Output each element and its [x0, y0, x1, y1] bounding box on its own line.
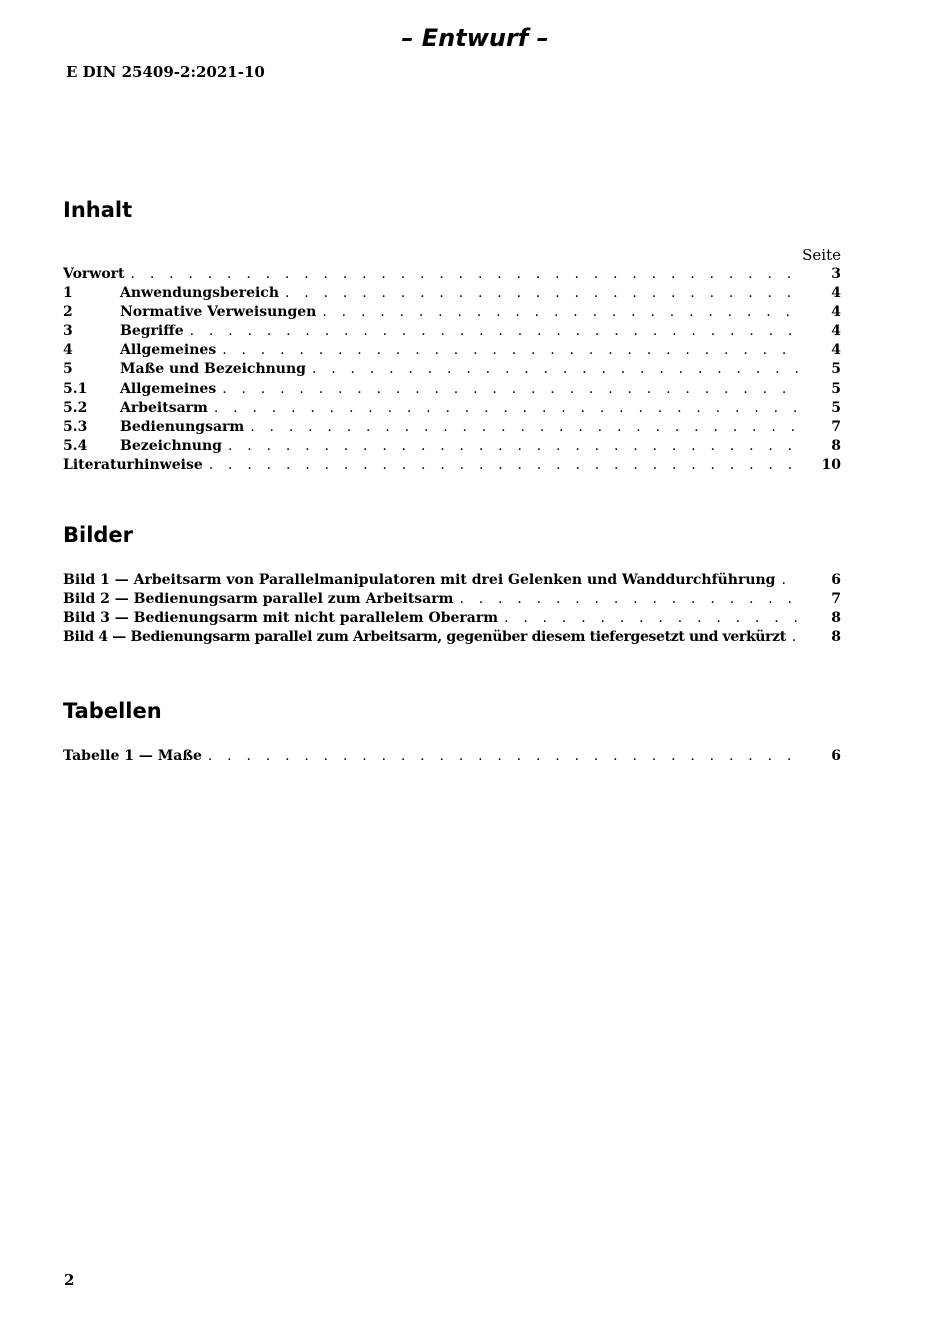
toc-entry-title: Allgemeines — [120, 342, 217, 359]
leader-dots — [250, 418, 801, 437]
leader-dots — [131, 265, 801, 284]
leader-dots — [781, 571, 801, 590]
toc-entry-page: 8 — [831, 437, 841, 454]
figures-heading: Bilder — [63, 523, 134, 547]
leader-dots — [459, 590, 801, 609]
figure-entry-page: 7 — [831, 591, 841, 608]
toc-entry-title: Bedienungsarm — [120, 418, 245, 435]
figure-entry-title: Bild 1 — Arbeitsarm von Parallelmanipulatoren mit drei Gelenken und Wanddurchführung — [63, 572, 776, 588]
figures-list — [63, 571, 841, 647]
toc-entry-page: 5 — [831, 399, 841, 416]
toc-entry-number: 5.1 — [63, 380, 88, 397]
leader-dots — [285, 284, 801, 303]
page-column-label: Seite — [802, 246, 841, 264]
toc-entry-number: 1 — [63, 285, 73, 302]
tables-heading: Tabellen — [63, 699, 162, 723]
toc-entry-title: Normative Verweisungen — [120, 304, 317, 321]
toc-entry-title: Anwendungsbereich — [120, 285, 279, 302]
figure-entry-title: Bild 3 — Bedienungsarm mit nicht parallelem Oberarm — [63, 610, 499, 627]
toc-entry-page: 10 — [821, 456, 841, 473]
toc-entry-page: 4 — [831, 342, 841, 359]
toc-entry-number: 5.3 — [63, 418, 88, 435]
toc-entry-number: 5.2 — [63, 399, 88, 416]
toc-entry-title: Allgemeines — [120, 380, 217, 397]
toc-entry-title: Literaturhinweise — [63, 456, 203, 473]
toc-entry-page: 7 — [831, 418, 841, 435]
toc-entry-number: 5.4 — [63, 437, 88, 454]
leader-dots — [504, 609, 801, 628]
leader-dots — [209, 456, 801, 475]
table-entry-title: Tabelle 1 — Maße — [63, 748, 202, 764]
toc-entry-title: Vorwort — [63, 266, 125, 282]
toc-entry[interactable] — [63, 322, 841, 341]
toc-entry-page: 5 — [831, 380, 841, 397]
leader-dots — [228, 437, 801, 456]
toc-entry-number: 4 — [63, 342, 73, 359]
figure-entry-page: 8 — [831, 610, 841, 627]
toc-entry-page: 4 — [831, 323, 841, 340]
leader-dots — [208, 747, 801, 766]
toc-entry-title: Bezeichnung — [120, 437, 222, 454]
table-entry[interactable] — [63, 747, 841, 766]
toc-entry-number: 3 — [63, 323, 73, 340]
contents-list — [63, 246, 841, 475]
leader-dots — [322, 303, 801, 322]
leader-dots — [792, 628, 801, 647]
toc-entry[interactable] — [63, 418, 841, 437]
toc-entry[interactable] — [63, 399, 841, 418]
toc-entry-number: 5 — [63, 361, 73, 378]
toc-entry[interactable] — [63, 380, 841, 399]
document-id: E DIN 25409-2:2021-10 — [66, 63, 265, 81]
figure-entry-title: Bild 2 — Bedienungsarm parallel zum Arbeitsarm — [63, 591, 454, 608]
contents-heading: Inhalt — [63, 198, 133, 222]
toc-entry[interactable] — [63, 284, 841, 303]
toc-entry-title: Begriffe — [120, 323, 184, 340]
toc-entry-page: 4 — [831, 304, 841, 321]
toc-entry[interactable] — [63, 437, 841, 456]
leader-dots — [222, 380, 801, 399]
toc-entry-title: Maße und Bezeichnung — [120, 361, 306, 378]
leader-dots — [190, 322, 801, 341]
toc-entry[interactable] — [63, 456, 841, 475]
toc-entry[interactable] — [63, 265, 841, 284]
toc-entry-page: 3 — [831, 266, 841, 282]
toc-entry-title: Arbeitsarm — [120, 399, 208, 416]
figure-entry[interactable] — [63, 609, 841, 628]
toc-entry-number: 2 — [63, 304, 73, 321]
draft-label: – Entwurf – — [401, 24, 549, 52]
figure-entry[interactable] — [63, 628, 841, 647]
toc-entry[interactable] — [63, 341, 841, 360]
page-number: 2 — [64, 1271, 75, 1289]
toc-entry[interactable] — [63, 360, 841, 379]
figure-entry[interactable] — [63, 571, 841, 590]
figure-entry[interactable] — [63, 590, 841, 609]
figure-entry-page: 8 — [831, 629, 841, 646]
table-entry-page: 6 — [831, 748, 841, 764]
figure-entry-title: Bild 4 — Bedienungsarm parallel zum Arbeitsarm, gegenüber diesem tiefergesetzt und verkürzt — [63, 629, 786, 646]
toc-entry-page: 4 — [831, 285, 841, 302]
leader-dots — [214, 399, 801, 418]
leader-dots — [312, 360, 801, 379]
tables-list — [63, 747, 841, 766]
toc-entry-page: 5 — [831, 361, 841, 378]
toc-entry[interactable] — [63, 303, 841, 322]
figure-entry-page: 6 — [831, 572, 841, 588]
leader-dots — [222, 341, 801, 360]
